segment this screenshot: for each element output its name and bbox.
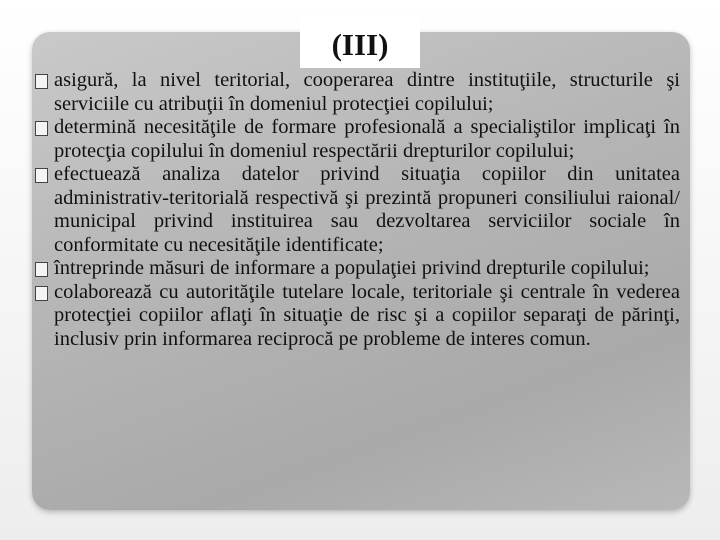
bullet-box-icon — [35, 262, 48, 277]
list-item — [0, 69, 680, 116]
bullet-box-icon — [35, 74, 48, 89]
list-item-text: colaborează cu autorităţile tutelare locale, teritoriale şi centrale în vederea protecţiei copiilor aflaţi în situaţie de risc şi a copiilor separaţi de părinţi, inclusiv prin informarea reciprocă pe probleme de interes comun. — [54, 280, 680, 350]
bullet-box-icon — [35, 121, 48, 136]
bullet-list — [0, 69, 680, 351]
bullet-box-icon — [35, 168, 48, 183]
list-item-text: efectuează analiza datelor privind situaţia copiilor din unitatea administrativ-teritorială respectivă şi prezintă propuneri consiliului raional/ municipal privind instituirea sau dezvoltarea serviciilor sociale în conformitate cu necesităţile identificate; — [54, 163, 680, 256]
list-item-text: determină necesităţile de formare profesională a specialiştilor implicaţi în protecţia copilului în domeniul respectării drepturilor copilului; — [54, 116, 680, 162]
list-item — [0, 257, 680, 281]
list-item — [0, 163, 680, 257]
slide-title: (III) — [331, 27, 389, 62]
list-item — [0, 116, 680, 163]
list-item — [0, 281, 680, 352]
list-item-text: întreprinde măsuri de informare a populaţiei privind drepturile copilului; — [54, 257, 650, 279]
bullet-box-icon — [35, 286, 48, 301]
list-item-text: asigură, la nivel teritorial, cooperarea dintre instituţiile, structurile şi serviciile cu atribuţii în domeniul protecţiei copilului; — [54, 69, 680, 115]
title-box — [300, 14, 420, 68]
